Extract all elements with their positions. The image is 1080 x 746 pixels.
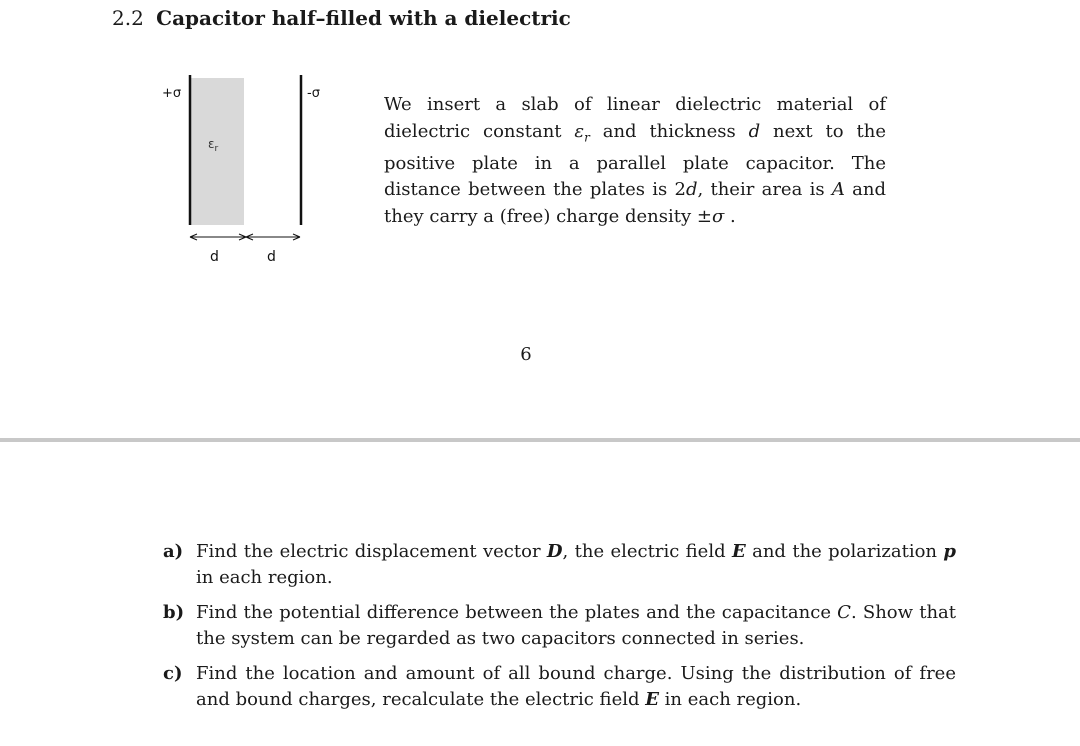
section-title: Capacitor half–filled with a dielectric <box>156 6 571 30</box>
section-heading <box>112 6 571 30</box>
problem-description: We insert a slab of linear dielectric material of dielectric constant $\varepsilon_r$ and thickness d next to the positive plate in a parallel plate capacitor. The distance between the plates is 2d, their area is A and they carry a (free) charge density ±σ . <box>384 94 886 227</box>
minus-sigma-label: -σ <box>307 86 320 101</box>
d-label-left: d <box>210 249 219 265</box>
capacitor-diagram <box>150 70 330 270</box>
question-b: b) Find the potential difference between the plates and the capacitance C. Show that the system can be regarded as two capacitors connected in series. <box>163 602 957 649</box>
plus-sigma-label: +σ <box>162 86 182 101</box>
question-list <box>163 539 956 722</box>
question-label: c) <box>163 663 183 684</box>
page-separator <box>0 438 1080 442</box>
section-number: 2.2 <box>112 6 144 30</box>
question-a: a) Find the electric displacement vector D, the electric field E and the polarization p in each region. <box>163 541 956 588</box>
page-number: 6 <box>520 344 532 365</box>
question-label: b) <box>163 602 185 623</box>
epsilon-r-label: $\varepsilon_r$ <box>208 137 219 154</box>
question-c: c) Find the location and amount of all bound charge. Using the distribution of free and bound charges, recalculate the electric field E in each region. <box>163 663 956 710</box>
d-label-right: d <box>267 249 276 265</box>
question-label: a) <box>163 541 184 562</box>
